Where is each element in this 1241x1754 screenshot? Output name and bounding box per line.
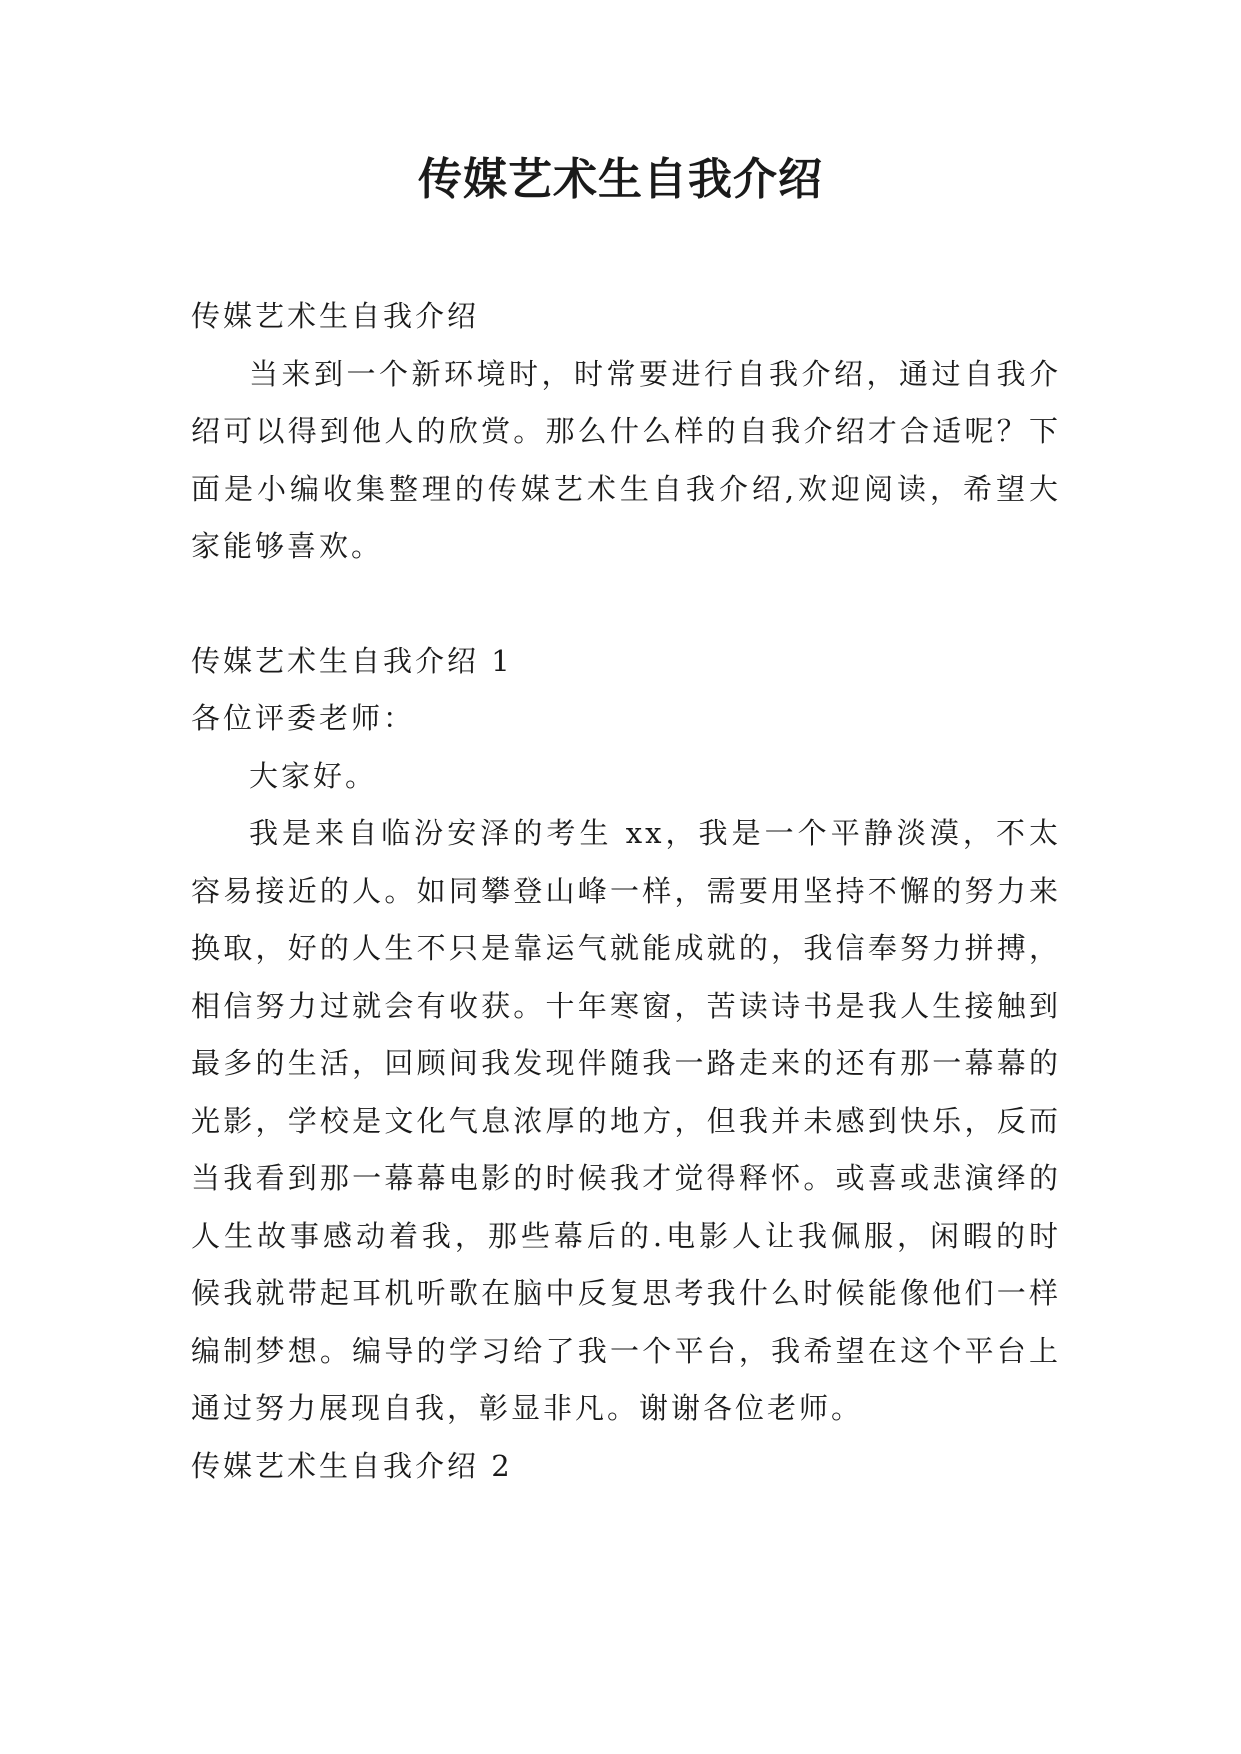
section1-heading: 传媒艺术生自我介绍 1 bbox=[191, 643, 513, 678]
document-body bbox=[191, 288, 1061, 1495]
section1-greeting: 大家好。 bbox=[249, 758, 378, 793]
doc-subtitle: 传媒艺术生自我介绍 bbox=[191, 299, 480, 333]
intro-paragraph: 当来到一个新环境时，时常要进行自我介绍，通过自我介绍可以得到他人的欣赏。那么什么样的自我介绍才合适呢？下面是小编收集整理的传媒艺术生自我介绍,欢迎阅读，希望大家能够喜欢。 bbox=[191, 356, 1061, 563]
section1-body: 我是来自临汾安泽的考生 xx，我是一个平静淡漠，不太容易接近的人。如同攀登山峰一样，需要用坚持不懈的努力来换取，好的人生不只是靠运气就能成就的，我信奉努力拼搏，相信努力过就会有收获。十年寒窗，苦读诗书是我人生接触到最多的生活，回顾间我发现伴随我一路走来的还有那一幕幕的光影，学校是文化气息浓厚的地方，但我并未感到快乐，反而当我看到那一幕幕电影的时候我才觉得释怀。或喜或悲演绎的人生故事感动着我，那些幕后的.电影人让我佩服，闲暇的时候我就带起耳机听歌在脑中反复思考我什么时候能像他们一样编制梦想。编导的学习给了我一个平台，我希望在这个平台上通过努力展现自我，彰显非凡。谢谢各位老师。 bbox=[191, 816, 1061, 1425]
section2-heading: 传媒艺术生自我介绍 2 bbox=[191, 1448, 513, 1483]
page-title: 传媒艺术生自我介绍 bbox=[418, 154, 823, 205]
section1-salutation: 各位评委老师： bbox=[191, 701, 416, 735]
paragraph-spacer bbox=[191, 576, 1061, 633]
